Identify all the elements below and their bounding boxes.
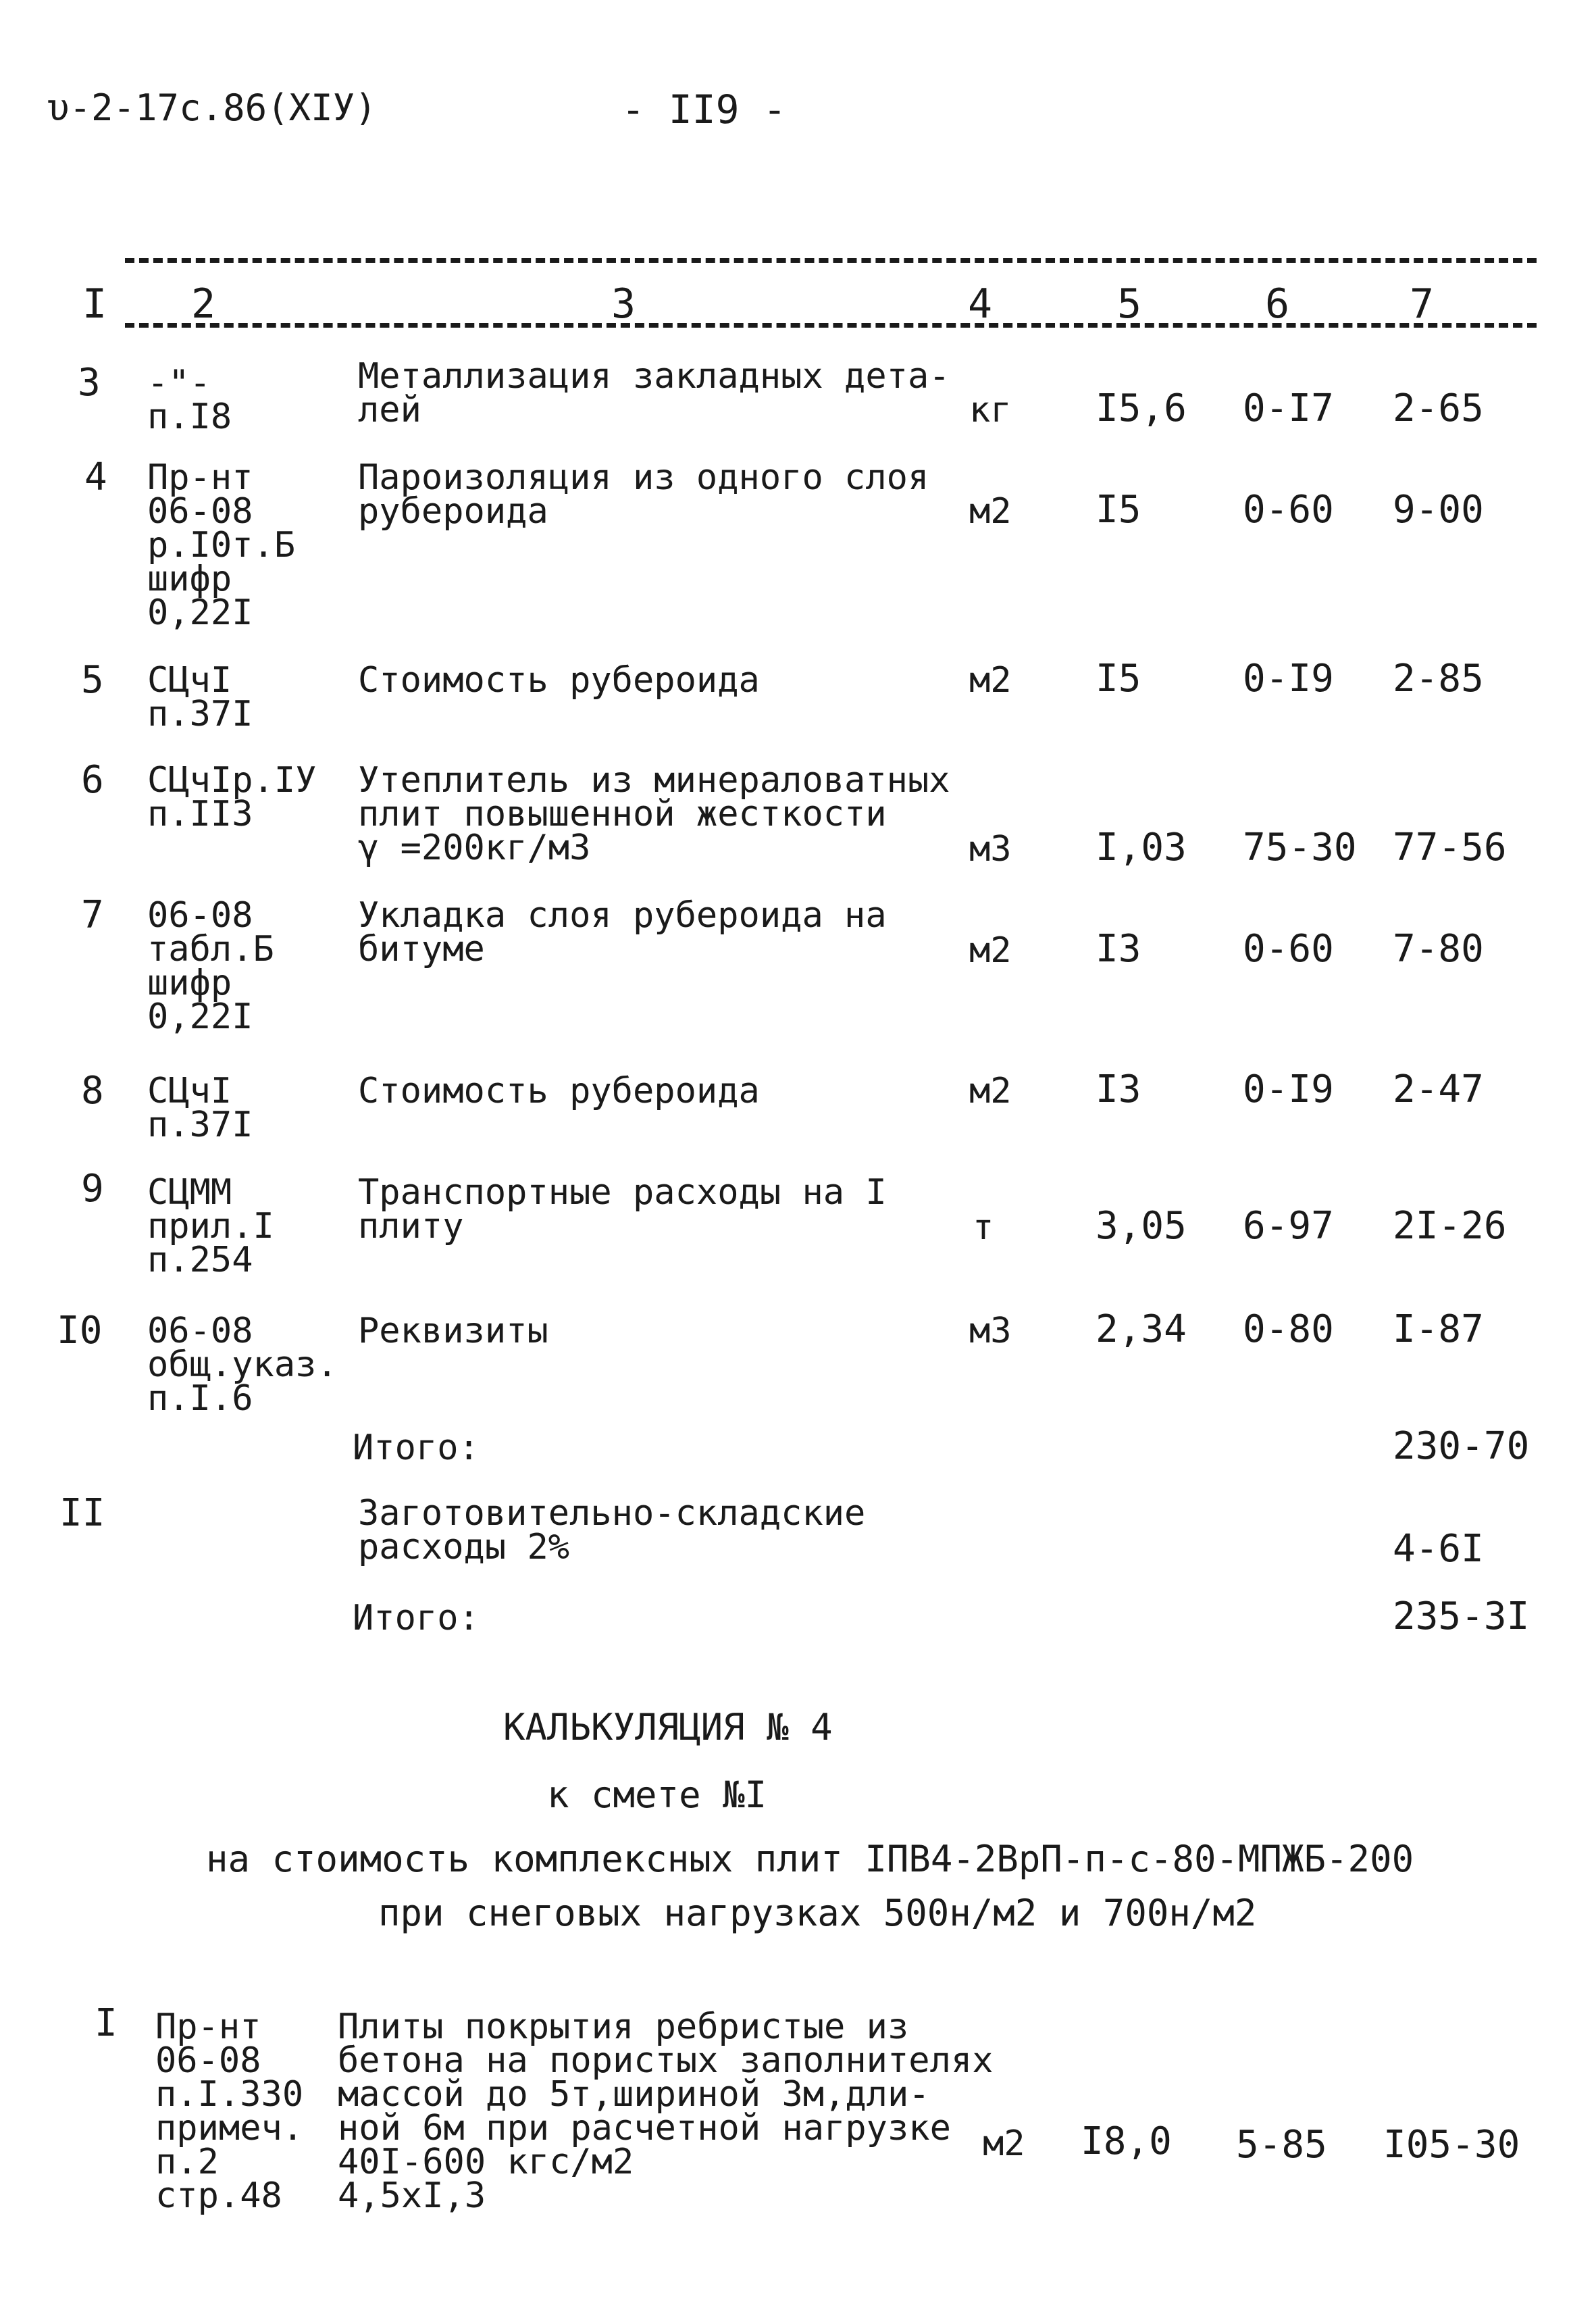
calculation-estimate-ref: к смете №I [547, 1774, 767, 1816]
row-number: I [95, 2001, 118, 2045]
calculation-title: КАЛЬКУЛЯЦИЯ № 4 [503, 1706, 833, 1749]
row-reference: СЦчI п.37I [147, 1071, 253, 1145]
row-price: 6-97 [1243, 1204, 1334, 1248]
row-total: 4-6I [1393, 1527, 1484, 1571]
subtotal-label: Итого: [353, 1428, 480, 1468]
row-unit: кг [969, 390, 1012, 430]
row-reference: 06-08 табл.Б шифр 0,22I [147, 895, 274, 1037]
table-top-rule [125, 258, 1537, 263]
calculation-subject: на стоимость комплексных плит IПВ4-2ВрП-п-с-80-МПЖБ-200 [206, 1838, 1414, 1880]
total-label: Итого: [353, 1598, 480, 1638]
row-quantity: 3,05 [1096, 1204, 1187, 1248]
column-number-7: 7 [1410, 280, 1436, 328]
row-description: Реквизиты [358, 1311, 548, 1351]
row-quantity: I3 [1096, 927, 1141, 971]
row-number: I0 [57, 1309, 103, 1353]
total-value: 235-3I [1393, 1594, 1530, 1638]
row-number: II [59, 1491, 105, 1535]
row-description: Пароизоляция из одного слоя рубероида [358, 457, 929, 532]
row-description: Стоимость рубероида [358, 660, 760, 701]
row-description: Транспортные расходы на I плиту [358, 1172, 887, 1247]
column-number-1: I [82, 280, 109, 328]
row-price: 0-I9 [1243, 1067, 1334, 1111]
row-quantity: I,03 [1096, 826, 1187, 870]
row-reference: СЦчIр.IУ п.II3 [147, 760, 317, 834]
row-description: Укладка слоя рубероида на битуме [358, 895, 887, 970]
row-description: Утеплитель из минераловатных плит повышенной жесткости γ =200кг/м3 [358, 760, 950, 868]
row-total: 2-47 [1393, 1067, 1484, 1111]
column-number-3: 3 [611, 280, 638, 328]
row-total: 7-80 [1393, 927, 1484, 971]
table-header-rule [125, 323, 1537, 328]
row-quantity: I5,6 [1096, 386, 1187, 430]
row-reference: Пр-нт 06-08 р.I0т.Б шифр 0,22I [147, 457, 296, 633]
row-unit: м2 [969, 660, 1012, 701]
row-number: 3 [78, 361, 101, 405]
row-description: Заготовительно-складские расходы 2% [358, 1493, 866, 1567]
row-price: 0-60 [1243, 488, 1334, 532]
row-quantity: I3 [1096, 1067, 1141, 1111]
row-total: I-87 [1393, 1307, 1484, 1351]
row-price: 0-I9 [1243, 657, 1334, 701]
row-price: 75-30 [1243, 826, 1357, 870]
subtotal-value: 230-70 [1393, 1424, 1530, 1468]
row-number: 5 [81, 658, 104, 702]
row-quantity: 2,34 [1096, 1307, 1187, 1351]
row-price: 0-80 [1243, 1307, 1334, 1351]
row-number: 4 [84, 455, 107, 499]
page-number: - II9 - [621, 86, 787, 132]
row-reference: СЦчI п.37I [147, 660, 253, 734]
document-code: υ-2-17с.86(XIУ) [47, 86, 377, 129]
row-reference: Пр-нт 06-08 п.I.330 примеч. п.2 стр.48 [155, 2007, 304, 2216]
row-quantity: I8,0 [1081, 2119, 1172, 2163]
calculation-conditions: при снеговых нагрузках 500н/м2 и 700н/м2 [378, 1892, 1257, 1934]
row-unit: м3 [969, 829, 1012, 870]
row-price: 0-60 [1243, 927, 1334, 971]
row-description: Металлизация закладных дета- лей [358, 356, 950, 430]
row-total: 2-85 [1393, 657, 1484, 701]
row-unit: м2 [969, 1071, 1012, 1111]
row-unit: м3 [969, 1311, 1012, 1351]
row-number: 7 [81, 893, 104, 937]
column-number-4: 4 [968, 280, 994, 328]
row-unit: м2 [969, 930, 1012, 971]
row-description: Плиты покрытия ребристые из бетона на пористых заполнителях массой до 5т,шириной 3м,дли- ной 6м при расчетной нагрузке 40I-600 кгс/м2 4,5хI,3 [338, 2007, 994, 2216]
row-reference: СЦММ прил.I п.254 [147, 1172, 274, 1280]
row-description: Стоимость рубероида [358, 1071, 760, 1111]
row-reference: 06-08 общ.указ. п.I.6 [147, 1311, 338, 1419]
row-price: 5-85 [1236, 2123, 1327, 2167]
row-unit: м2 [983, 2123, 1025, 2164]
row-price: 0-I7 [1243, 386, 1334, 430]
row-reference: -"- п.I8 [147, 363, 232, 437]
row-unit: т [973, 1207, 994, 1248]
row-quantity: I5 [1096, 488, 1141, 532]
row-total: 77-56 [1393, 826, 1507, 870]
row-unit: м2 [969, 491, 1012, 532]
column-number-5: 5 [1117, 280, 1143, 328]
row-total: 9-00 [1393, 488, 1484, 532]
column-number-2: 2 [191, 280, 217, 328]
row-total: 2-65 [1393, 386, 1484, 430]
row-quantity: I5 [1096, 657, 1141, 701]
row-number: 6 [81, 758, 104, 802]
row-total: I05-30 [1383, 2123, 1520, 2167]
row-number: 8 [81, 1069, 104, 1113]
row-total: 2I-26 [1393, 1204, 1507, 1248]
column-number-6: 6 [1265, 280, 1291, 328]
row-number: 9 [81, 1167, 104, 1211]
